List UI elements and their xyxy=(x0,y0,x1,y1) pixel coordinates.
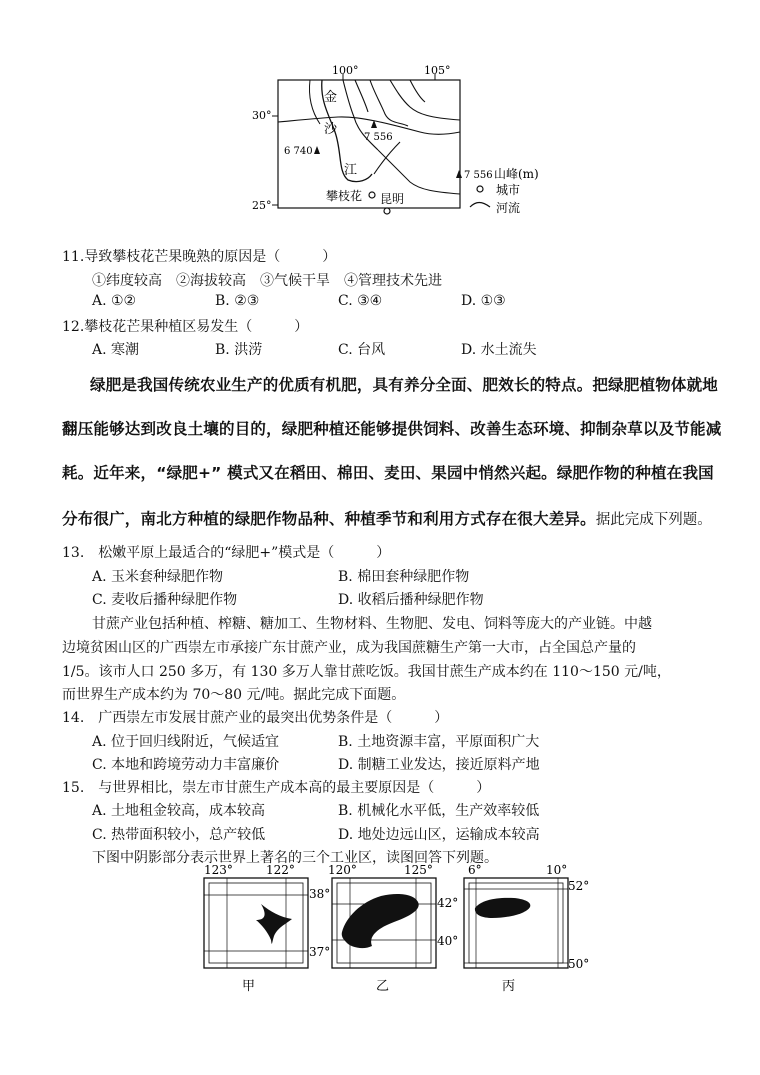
legend-city-icon xyxy=(477,186,483,192)
map-jia-lon-left: 123° xyxy=(204,863,233,877)
map-bing-label: 丙 xyxy=(502,979,516,994)
map-yi-lat-top: 42° xyxy=(437,896,459,910)
q11-option-a: A. ①② xyxy=(92,293,137,309)
legend-peak-icon xyxy=(456,170,462,178)
map-jia-lat-bottom: 37° xyxy=(309,945,331,959)
zone-jia-shape xyxy=(256,904,292,944)
q11-option-b: B. ②③ xyxy=(215,293,260,309)
passage1-line-2: 翻压能够达到改良土壤的目的，绿肥种植还能够提供饲料、改善生态环境、抑制杂草以及节能减 xyxy=(62,420,722,438)
q15-option-c: C. 热带面积较小，总产较低 xyxy=(92,827,266,843)
q12-option-d: D. 水土流失 xyxy=(461,342,537,358)
city-panzhihua-label: 攀枝花 xyxy=(326,189,363,203)
passage2-line-2: 边境贫困山区的广西崇左市承接广东甘蔗产业，成为我国蔗糖生产第一大市，占全国总产量的 xyxy=(62,640,636,656)
passage2-line-1: 甘蔗产业包括种植、榨糖、糖加工、生物材料、生物肥、发电、饲料等庞大的产业链。中越 xyxy=(92,616,652,632)
q15-option-b: B. 机械化水平低，生产效率较低 xyxy=(338,803,540,819)
legend-river-label: 河流 xyxy=(496,201,521,215)
q13-option-c: C. 麦收后播种绿肥作物 xyxy=(92,592,238,608)
industrial-zones-figure xyxy=(196,862,596,997)
map-bing-lon-left: 6° xyxy=(468,863,482,877)
peak-mid-label: 7 556 xyxy=(364,132,393,143)
map-yi-lat-bottom: 40° xyxy=(437,934,459,948)
city-panzhihua-icon xyxy=(369,192,375,198)
legend-peak-value: 7 556 xyxy=(464,170,493,181)
q11-items: ①纬度较高 ②海拔较高 ③气候干旱 ④管理技术先进 xyxy=(92,273,442,289)
city-kunming-label: 昆明 xyxy=(380,192,405,206)
map-bing-lat-top: 52° xyxy=(568,879,590,893)
lat-top-label: 30° xyxy=(252,109,272,122)
peak-left-label: 6 740 xyxy=(284,146,313,157)
q14-option-c: C. 本地和跨境劳动力丰富廉价 xyxy=(92,757,280,773)
lon-left-label: 100° xyxy=(332,64,359,77)
lat-bottom-label: 25° xyxy=(252,199,272,212)
q15-option-d: D. 地处边远山区，运输成本较高 xyxy=(338,827,540,843)
q14-option-a: A. 位于回归线附近，气候适宜 xyxy=(92,734,280,750)
river-char-3: 江 xyxy=(344,163,358,178)
city-kunming-icon xyxy=(384,208,390,214)
q11-option-c: C. ③④ xyxy=(338,293,383,309)
q11-option-d: D. ①③ xyxy=(461,293,506,309)
map-bing xyxy=(464,863,589,994)
q11-stem: 11.导致攀枝花芒果晚熟的原因是（ ） xyxy=(62,249,337,265)
q13-option-a: A. 玉米套种绿肥作物 xyxy=(92,569,224,585)
map-bing-lat-bottom: 50° xyxy=(568,957,590,971)
q12-option-b: B. 洪涝 xyxy=(215,342,263,358)
map-jia-lon-right: 122° xyxy=(266,863,295,877)
legend-river-icon xyxy=(470,203,490,208)
legend-peak-label: 山峰(m) xyxy=(494,167,539,181)
map-yi-lon-right: 125° xyxy=(404,863,433,877)
map-jia-label: 甲 xyxy=(242,979,256,994)
river-char-1: 金 xyxy=(324,90,338,105)
q14-stem: 14. 广西崇左市发展甘蔗产业的最突出优势条件是（ ） xyxy=(62,710,449,726)
passage1-line-1: 绿肥是我国传统农业生产的优质有机肥，具有养分全面、肥效长的特点。把绿肥植物体就地 xyxy=(90,376,719,394)
passage1-line-4: 分布很广，南北方种植的绿肥作物品种、种植季节和利用方式存在很大差异。 xyxy=(62,510,596,528)
q12-stem: 12.攀枝花芒果种植区易发生（ ） xyxy=(62,319,309,335)
passage1-tail: 据此完成下列题。 xyxy=(595,512,712,528)
q12-option-a: A. 寒潮 xyxy=(92,342,140,358)
q15-stem: 15. 与世界相比，崇左市甘蔗生产成本高的最主要原因是（ ） xyxy=(62,780,491,796)
q15-option-a: A. 土地租金较高，成本较高 xyxy=(92,803,266,819)
map-yi-label: 乙 xyxy=(376,979,390,994)
map-yi-lon-left: 120° xyxy=(328,863,357,877)
map-jia-lat-top: 38° xyxy=(309,887,331,901)
river-char-2: 沙 xyxy=(324,122,338,137)
passage2-line-3: 1/5。该市人口 250 多万，有 130 多万人靠甘蔗吃饭。我国甘蔗生产成本约在 110～150 元/吨， xyxy=(62,664,671,680)
map-yi xyxy=(328,863,458,994)
q13-option-b: B. 棉田套种绿肥作物 xyxy=(338,569,470,585)
panzhihua-map xyxy=(250,62,540,222)
q13-option-d: D. 收稻后播种绿肥作物 xyxy=(338,592,484,608)
zone-bing-shape xyxy=(475,898,530,918)
q14-option-b: B. 土地资源丰富，平原面积广大 xyxy=(338,734,540,750)
lon-right-label: 105° xyxy=(424,64,451,77)
maps-intro: 下图中阴影部分表示世界上著名的三个工业区，读图回答下列题。 xyxy=(92,850,498,866)
q14-option-d: D. 制糖工业发达，接近原料产地 xyxy=(338,757,540,773)
legend-city-label: 城市 xyxy=(496,183,521,197)
q13-stem: 13. 松嫩平原上最适合的“绿肥+”模式是（ ） xyxy=(62,545,391,561)
passage2-line-4: 而世界生产成本约为 70～80 元/吨。据此完成下面题。 xyxy=(62,687,406,703)
map-jia xyxy=(204,863,330,994)
peak-left-icon xyxy=(314,146,320,154)
passage1-line-3: 耗。近年来，“绿肥+” 模式又在稻田、棉田、麦田、果园中悄然兴起。绿肥作物的种植在我国 xyxy=(62,464,714,482)
q12-option-c: C. 台风 xyxy=(338,342,386,358)
map-bing-lon-right: 10° xyxy=(546,863,568,877)
